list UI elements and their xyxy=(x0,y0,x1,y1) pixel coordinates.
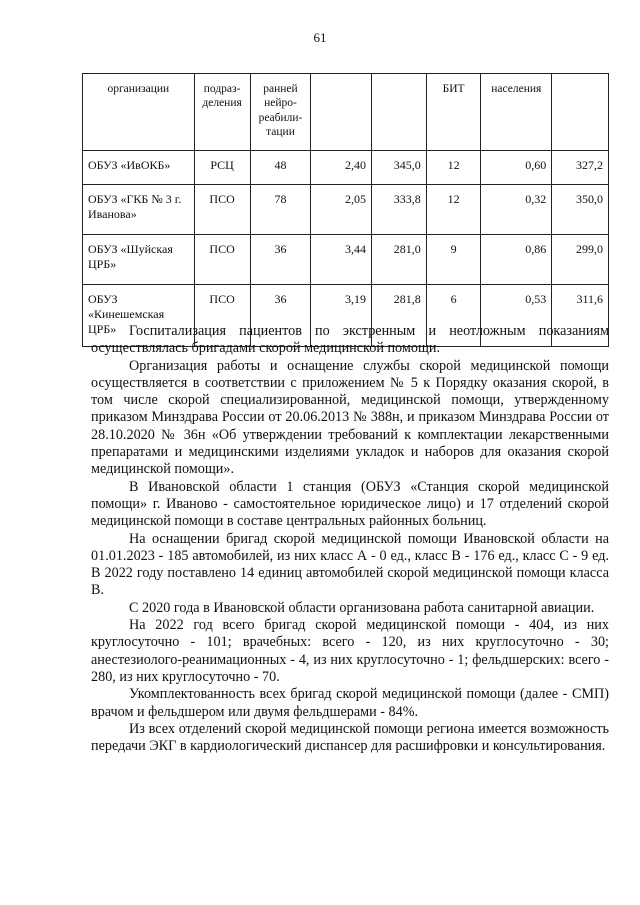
table-cell: 36 xyxy=(250,235,311,285)
table-cell: ПСО xyxy=(194,185,250,235)
paragraph-hospitalization: Госпитализация пациентов по экстренным и неотложным показаниям осуществлялась бригадами скорой медицинской помощи. xyxy=(91,323,609,357)
table-cell: ОБУЗ «Шуйская ЦРБ» xyxy=(83,235,195,285)
table-cell: 12 xyxy=(426,151,481,185)
paragraph-vehicles: На оснащении бригад скорой медицинской помощи Ивановской области на 01.01.2023 - 185 автомобилей, из них класс А - 0 ед., класс В - 176 ед., класс С - 9 ед. В 2022 году поставлено 14 единиц автомобилей скорой медицинской помощи класса В. xyxy=(91,530,609,599)
table-cell: 2,40 xyxy=(311,151,372,185)
table-header-row xyxy=(83,74,609,151)
table-cell: 345,0 xyxy=(372,151,427,185)
table-cell: 12 xyxy=(426,185,481,235)
document-body xyxy=(91,323,609,755)
table-cell: 78 xyxy=(250,185,311,235)
table-cell: РСЦ xyxy=(194,151,250,185)
table-cell: 0,53 xyxy=(481,285,552,347)
table-cell: 2,05 xyxy=(311,185,372,235)
table-cell: 3,19 xyxy=(311,285,372,347)
table-cell: 9 xyxy=(426,235,481,285)
header-cell xyxy=(372,74,427,151)
paragraph-ecg: Из всех отделений скорой медицинской помощи региона имеется возможность передачи ЭКГ в кардиологический диспансер для расшифровки и консультирования. xyxy=(91,720,609,755)
table-cell: 327,2 xyxy=(552,151,609,185)
table-row xyxy=(83,235,609,285)
paragraph-stations: В Ивановской области 1 станция (ОБУЗ «Станция скорой медицинской помощи» г. Иваново - самостоятельное юридическое лицо) и 17 отделений скорой медицинской помощи в составе центральных районных больниц. xyxy=(91,478,609,530)
table-cell: ОБУЗ «ГКБ № 3 г. Иванова» xyxy=(83,185,195,235)
table-cell: 350,0 xyxy=(552,185,609,235)
table-cell: 281,0 xyxy=(372,235,427,285)
table-cell: ОБУЗ «ИвОКБ» xyxy=(83,151,195,185)
header-cell: организации xyxy=(83,74,195,151)
table-cell: 48 xyxy=(250,151,311,185)
paragraph-brigades: На 2022 год всего бригад скорой медицинской помощи - 404, из них круглосуточно - 101; врачебных: всего - 120, из них круглосуточно - 30; анестезиолого-реанимационных - 4, из них круглосуточно - 1; фельдшерских: всего - 280, из них круглосуточно - 70. xyxy=(91,617,609,685)
table-cell: ПСО xyxy=(194,285,250,347)
table-cell: 299,0 xyxy=(552,235,609,285)
table-cell: 6 xyxy=(426,285,481,347)
table-row xyxy=(83,151,609,185)
paragraph-staffing: Укомплектованность всех бригад скорой медицинской помощи (далее - СМП) врачом и фельдшером или двумя фельдшерами - 84%. xyxy=(91,686,609,720)
header-cell: БИТ xyxy=(426,74,481,151)
paragraph-aviation: С 2020 года в Ивановской области организована работа санитарной авиации. xyxy=(129,599,595,616)
table-cell: 281,8 xyxy=(372,285,427,347)
table-cell: 311,6 xyxy=(552,285,609,347)
header-cell: подраз- деления xyxy=(194,74,250,151)
statistics-table xyxy=(82,73,609,347)
table-cell: 36 xyxy=(250,285,311,347)
table-cell: 0,60 xyxy=(481,151,552,185)
table-cell: ОБУЗ «Кинешемская ЦРБ» xyxy=(83,285,195,347)
page-number: 61 xyxy=(313,30,327,45)
table-cell: 333,8 xyxy=(372,185,427,235)
paragraph-organization: Организация работы и оснащение службы скорой медицинской помощи осуществляется в соответствии с приложением № 5 к Порядку оказания скорой, в том числе скорой специализированной, медицинской помощи, утвержденному приказом Минздрава России от 20.06.2013 № 388н, и приказом Минздрава России от 28.10.2020 № 36н «Об утверждении требований к комплектации лекарственными препаратами и медицинскими изделиями укладок и наборов для оказания скорой медицинской помощи». xyxy=(91,357,609,478)
table-cell: 0,86 xyxy=(481,235,552,285)
table-cell: ПСО xyxy=(194,235,250,285)
table-row xyxy=(83,185,609,235)
header-cell: населения xyxy=(481,74,552,151)
header-cell xyxy=(552,74,609,151)
table-cell: 3,44 xyxy=(311,235,372,285)
table-cell: 0,32 xyxy=(481,185,552,235)
header-cell xyxy=(311,74,372,151)
header-cell: ранней нейро- реабили- тации xyxy=(250,74,311,151)
